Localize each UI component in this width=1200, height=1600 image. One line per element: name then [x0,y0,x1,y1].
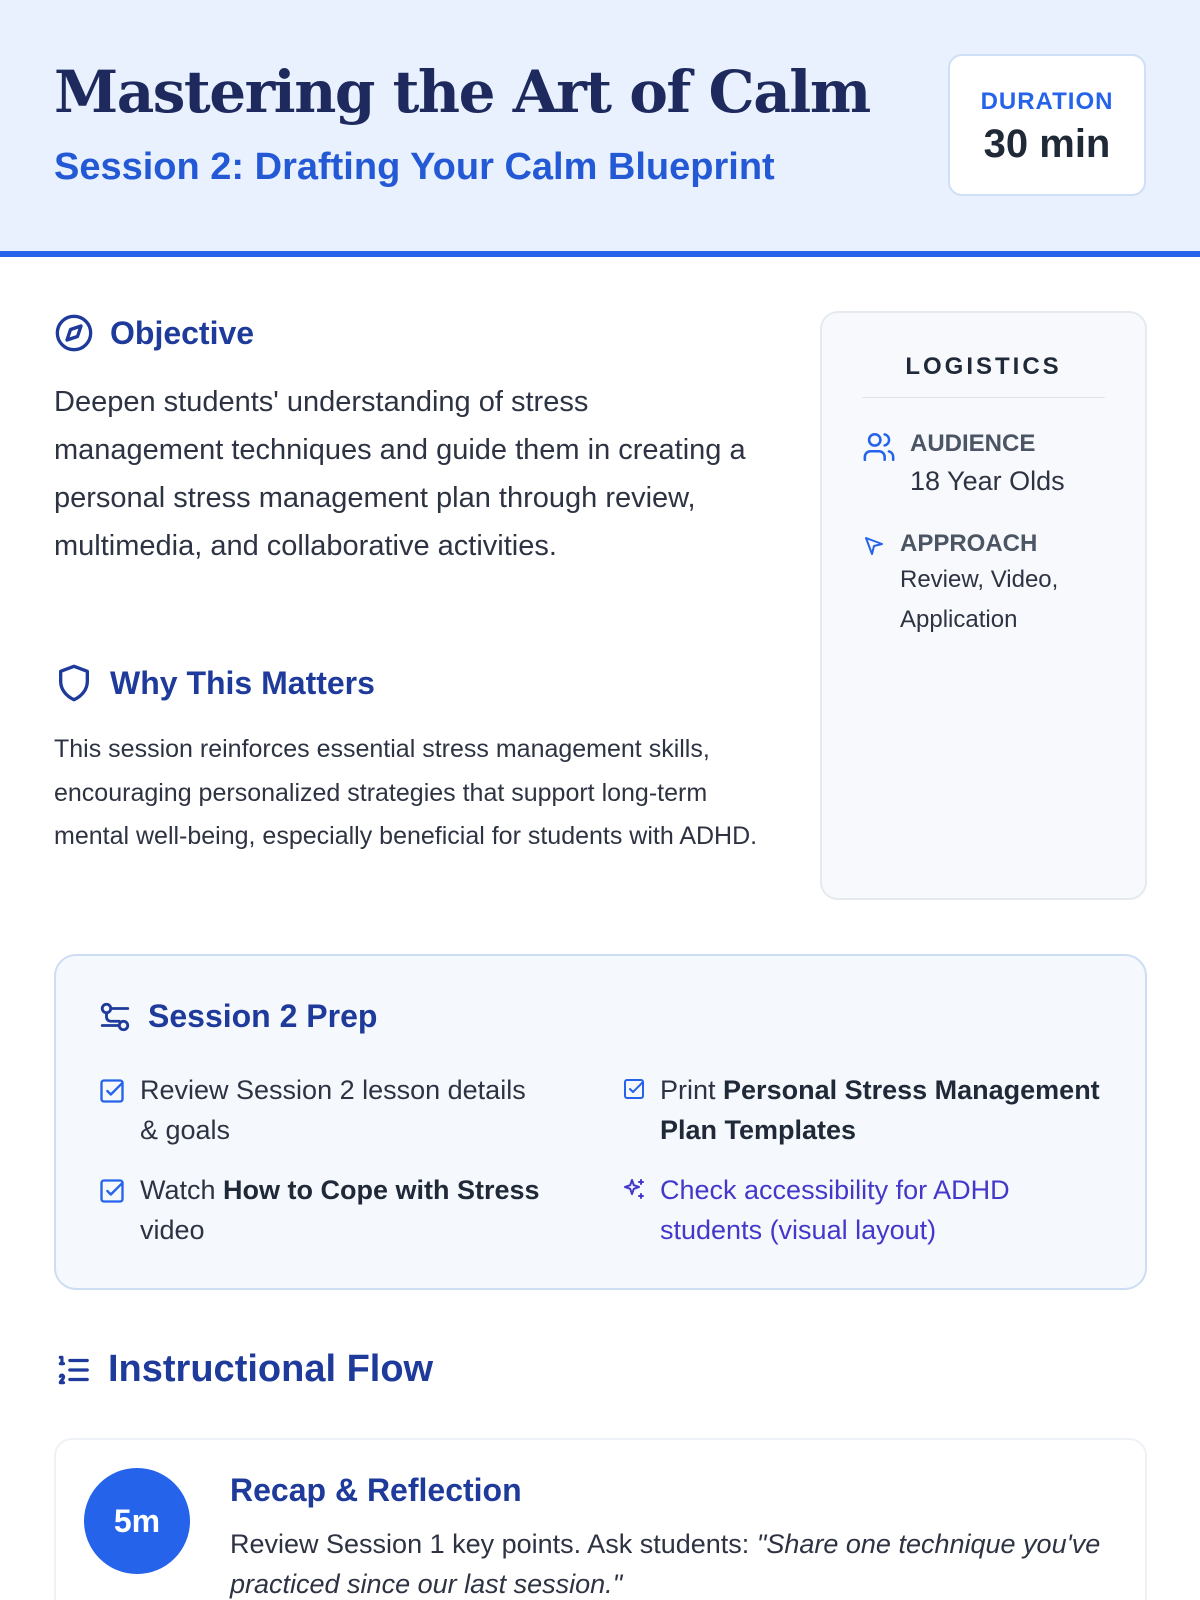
audience-label: AUDIENCE [910,430,1036,457]
audience-value: 18 Year Olds [910,466,1065,496]
prep-title: Session 2 Prep [148,998,378,1034]
logistics-audience [862,430,1065,497]
duration-value: 30 min [983,122,1111,166]
shield-icon [54,663,94,703]
logistics-approach [862,530,1080,640]
prep-panel [54,954,1147,1290]
compass-icon [54,313,94,353]
prep-item [98,1070,538,1150]
flow-title: Instructional Flow [108,1348,434,1390]
page-title: Mastering the Art of Calm [54,58,870,126]
prep-item-text: Print Personal Stress Management Plan Templates [660,1075,1100,1145]
why-title: Why This Matters [110,664,375,701]
prep-item [622,1170,1102,1250]
cursor-icon [862,534,886,640]
duration-card [948,54,1146,196]
objective-heading [54,313,254,353]
step-description: Review Session 1 key points. Ask students: "Share one technique you've practiced since our last session." [230,1529,1101,1599]
approach-label: APPROACH [900,530,1038,557]
prep-heading [98,998,377,1035]
users-icon [862,430,896,497]
prep-item [98,1170,578,1250]
prep-item-text: Review Session 2 lesson details & goals [140,1075,526,1145]
numbered-list-icon [54,1351,92,1389]
checkbox-icon [622,1077,646,1150]
objective-title: Objective [110,314,255,351]
objective-text: Deepen students' understanding of stress management techniques and guide them in creating a personal stress management plan through review, multimedia, and collaborative activities. [54,386,746,562]
approach-value: Review, Video, Application [900,566,1059,633]
why-heading [54,663,375,703]
flow-step-card [54,1438,1147,1600]
checkbox-icon [98,1177,126,1250]
time-badge: 5m [84,1468,190,1574]
logistics-title: LOGISTICS [862,353,1105,398]
prep-item-text: Watch How to Cope with Stress video [140,1175,540,1245]
flow-heading [54,1348,433,1391]
step-title: Recap & Reflection [230,1472,522,1508]
session-subtitle: Session 2: Drafting Your Calm Blueprint [54,146,775,188]
why-text: This session reinforces essential stress management skills, encouraging personalized strategies that support long-term mental well-being, especially beneficial for students with ADHD. [54,735,758,850]
sparkles-icon [622,1177,646,1250]
logistics-panel [820,311,1147,900]
step-quote: "Share one technique you've practiced since our last session." [230,1529,1101,1599]
checkbox-icon [98,1077,126,1150]
page-header [0,0,1200,257]
prep-item-text: Check accessibility for ADHD students (visual layout) [660,1175,1010,1245]
duration-label: DURATION [980,88,1114,115]
sliders-icon [98,1000,132,1034]
prep-item [622,1070,1122,1150]
